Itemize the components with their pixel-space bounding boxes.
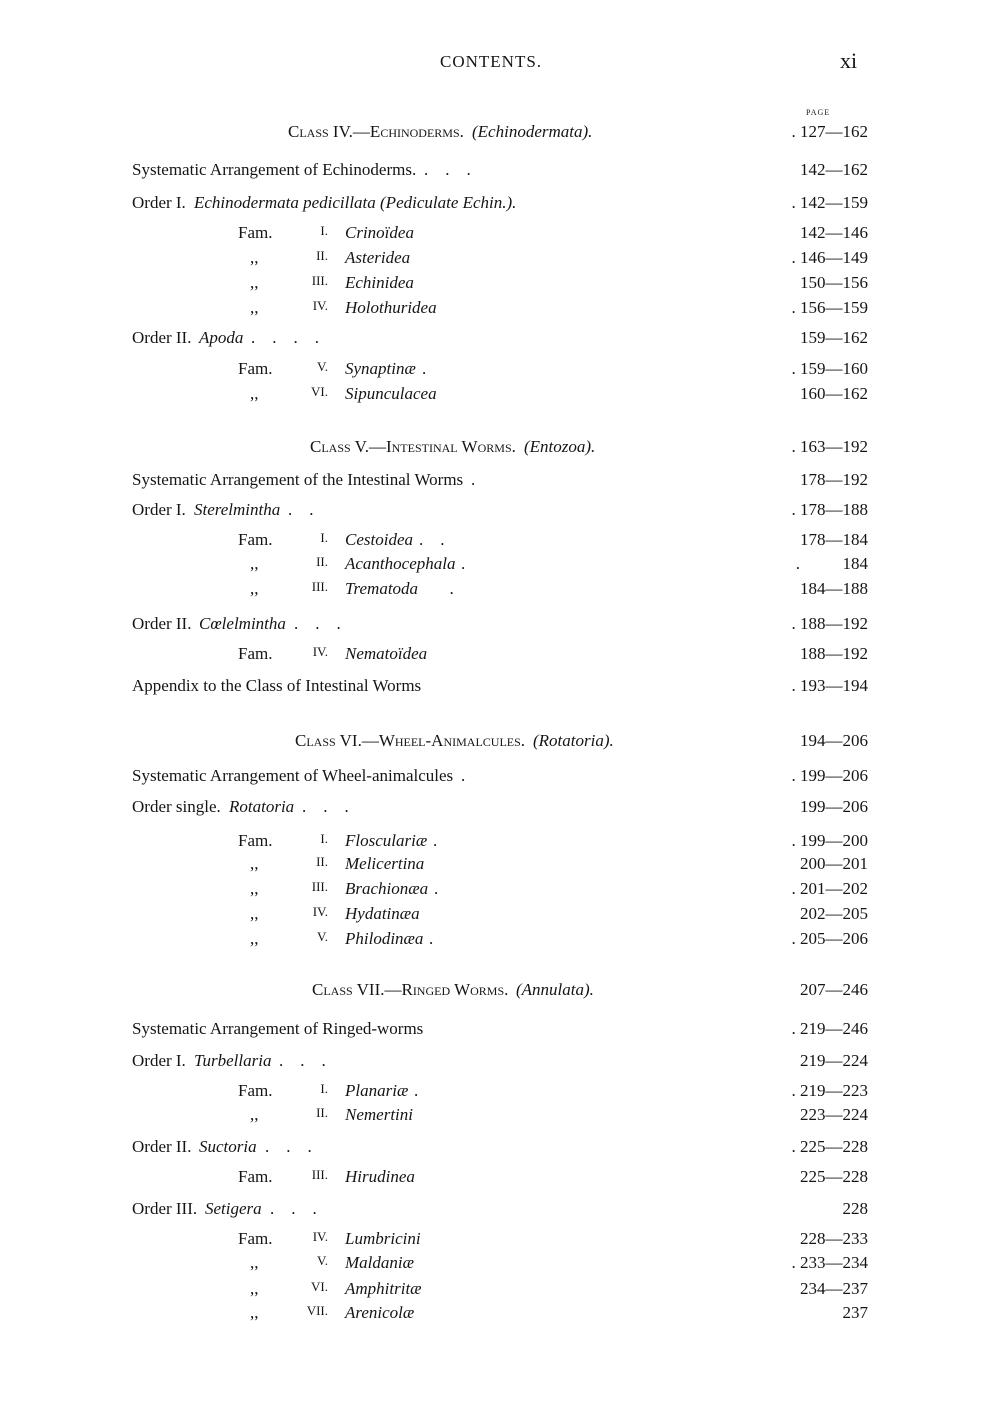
family-label: Fam. bbox=[238, 1229, 273, 1248]
class-heading: Class V.—Intestinal Worms. bbox=[310, 437, 516, 456]
ditto-mark: ,, bbox=[250, 1303, 259, 1322]
leader-dots: . . . bbox=[265, 1137, 312, 1156]
family-numeral: IV. bbox=[312, 1229, 328, 1244]
order-name: Setigera bbox=[205, 1199, 262, 1218]
leader-dots: . . . . bbox=[251, 328, 319, 347]
toc-entry bbox=[0, 904, 1000, 926]
leader-dots: . bbox=[414, 1081, 419, 1100]
family-label: Fam. bbox=[238, 359, 273, 378]
ditto-mark: ,, bbox=[250, 384, 259, 403]
leader-dots: . bbox=[424, 579, 454, 598]
page-range: . 178—188 bbox=[791, 500, 868, 519]
family-name: Arenicolæ bbox=[345, 1303, 415, 1322]
family-numeral: III. bbox=[311, 1167, 328, 1182]
ditto-mark: ,, bbox=[250, 298, 259, 317]
toc-entry bbox=[0, 223, 1000, 245]
family-numeral: IV. bbox=[312, 904, 328, 919]
family-numeral: I. bbox=[320, 530, 328, 545]
page-range: . 205—206 bbox=[791, 929, 868, 948]
leader-dots: . bbox=[422, 359, 427, 378]
page-range: . 163—192 bbox=[791, 437, 868, 456]
toc-entry bbox=[0, 766, 1000, 788]
page-range: 194—206 bbox=[800, 731, 868, 750]
family-numeral: IV. bbox=[312, 644, 328, 659]
running-head: CONTENTS. bbox=[440, 52, 543, 71]
order-label: Order II. bbox=[132, 614, 192, 633]
order-label: Order I. bbox=[132, 1051, 186, 1070]
page-range: 160—162 bbox=[800, 384, 868, 403]
toc-entry bbox=[0, 122, 1000, 144]
toc-entry bbox=[0, 193, 1000, 215]
family-numeral: V. bbox=[317, 1253, 328, 1268]
family-name: Nemertini bbox=[345, 1105, 413, 1124]
toc-entry bbox=[0, 1167, 1000, 1189]
toc-entry bbox=[0, 530, 1000, 552]
family-numeral: II. bbox=[316, 554, 328, 569]
page-range: . 159—160 bbox=[791, 359, 868, 378]
page-range: 237 bbox=[842, 1303, 868, 1322]
ditto-mark: ,, bbox=[250, 1279, 259, 1298]
ditto-mark: ,, bbox=[250, 273, 259, 292]
toc-entry bbox=[0, 1019, 1000, 1041]
order-name: Sterelmintha bbox=[194, 500, 281, 519]
toc-entry bbox=[0, 248, 1000, 270]
toc-entry bbox=[0, 298, 1000, 320]
order-name: Turbellaria bbox=[194, 1051, 272, 1070]
toc-entry bbox=[0, 644, 1000, 666]
family-label: Fam. bbox=[238, 1167, 273, 1186]
class-latin-name: (Entozoa). bbox=[524, 437, 596, 456]
page-range: 207—246 bbox=[800, 980, 868, 999]
family-name: Holothuridea bbox=[345, 298, 437, 317]
family-name: Amphitritæ bbox=[345, 1279, 422, 1298]
family-name: Crinoïdea bbox=[345, 223, 414, 242]
family-label: Fam. bbox=[238, 644, 273, 663]
family-name: Acanthocephala bbox=[345, 554, 456, 573]
ditto-mark: ,, bbox=[250, 879, 259, 898]
page-range: . 219—223 bbox=[791, 1081, 868, 1100]
ditto-mark: ,, bbox=[250, 554, 259, 573]
toc-entry bbox=[0, 273, 1000, 295]
toc-entry bbox=[0, 879, 1000, 901]
ditto-mark: ,, bbox=[250, 929, 259, 948]
page-range: . 156—159 bbox=[791, 298, 868, 317]
section-title: Systematic Arrangement of Ringed-worms bbox=[132, 1019, 424, 1038]
family-name: Melicertina bbox=[345, 854, 425, 873]
page-range: 199—206 bbox=[800, 797, 868, 816]
page-range: . 199—206 bbox=[791, 766, 868, 785]
toc-entry bbox=[0, 1199, 1000, 1221]
page-range: 228 bbox=[842, 1199, 868, 1218]
order-name: Echinodermata pedicillata (Pediculate Echin.). bbox=[194, 193, 517, 212]
section-title: Appendix to the Class of Intestinal Worms bbox=[132, 676, 422, 695]
toc-entry bbox=[0, 731, 1000, 753]
family-numeral: I. bbox=[320, 223, 328, 238]
page-range: . 201—202 bbox=[791, 879, 868, 898]
page-range: . 127—162 bbox=[791, 122, 868, 141]
order-name: Cœlelmintha bbox=[199, 614, 286, 633]
family-name: Trematoda bbox=[345, 579, 419, 598]
family-name: Sipunculacea bbox=[345, 384, 437, 403]
family-numeral: III. bbox=[311, 879, 328, 894]
page-range: 225—228 bbox=[800, 1167, 868, 1186]
page-range: . 193—194 bbox=[791, 676, 868, 695]
toc-entry bbox=[0, 1105, 1000, 1127]
order-label: Order II. bbox=[132, 1137, 192, 1156]
order-label: Order I. bbox=[132, 193, 186, 212]
page-range: 142—146 bbox=[800, 223, 868, 242]
page-range: . 188—192 bbox=[791, 614, 868, 633]
toc-entry bbox=[0, 854, 1000, 876]
page-column-label: PAGE bbox=[806, 108, 831, 117]
family-name: Echinidea bbox=[345, 273, 414, 292]
family-numeral: III. bbox=[311, 579, 328, 594]
family-name: Philodinæa bbox=[345, 929, 424, 948]
leader-dots: . . . bbox=[302, 797, 349, 816]
leader-dots: . bbox=[429, 929, 434, 948]
order-label: Order II. bbox=[132, 328, 192, 347]
page-range: 184—188 bbox=[800, 579, 868, 598]
family-name: Flosculariæ bbox=[345, 831, 428, 850]
leader-dots: . . . bbox=[270, 1199, 317, 1218]
page-range: 228—233 bbox=[800, 1229, 868, 1248]
family-numeral: II. bbox=[316, 1105, 328, 1120]
page-range: 202—205 bbox=[800, 904, 868, 923]
toc-entry bbox=[0, 328, 1000, 350]
family-numeral: II. bbox=[316, 854, 328, 869]
family-label: Fam. bbox=[238, 1081, 273, 1100]
page-range: 234—237 bbox=[800, 1279, 868, 1298]
order-label: Order III. bbox=[132, 1199, 198, 1218]
page-range: 188—192 bbox=[800, 644, 868, 663]
toc-entry bbox=[0, 1081, 1000, 1103]
page-range: 178—184 bbox=[800, 530, 868, 549]
family-name: Hirudinea bbox=[345, 1167, 415, 1186]
order-name: Apoda bbox=[199, 328, 244, 347]
toc-entry bbox=[0, 470, 1000, 492]
toc-entry bbox=[0, 614, 1000, 636]
page-number: xi bbox=[840, 48, 858, 73]
toc-entry bbox=[0, 384, 1000, 406]
family-numeral: VI. bbox=[311, 1279, 328, 1294]
page-range: 200—201 bbox=[800, 854, 868, 873]
page-range: . 225—228 bbox=[791, 1137, 868, 1156]
ditto-mark: ,, bbox=[250, 854, 259, 873]
toc-entry bbox=[0, 1051, 1000, 1073]
family-name: Planariæ bbox=[345, 1081, 409, 1100]
family-numeral: V. bbox=[317, 929, 328, 944]
family-name: Maldaniæ bbox=[345, 1253, 414, 1272]
family-label: Fam. bbox=[238, 831, 273, 850]
class-latin-name: (Echinodermata). bbox=[472, 122, 593, 141]
page-range: 178—192 bbox=[800, 470, 868, 489]
page-range: 219—224 bbox=[800, 1051, 868, 1070]
family-name: Nematoïdea bbox=[345, 644, 428, 663]
section-title: Systematic Arrangement of Wheel-animalcules bbox=[132, 766, 454, 785]
section-title: Systematic Arrangement of Echinoderms. bbox=[132, 160, 417, 179]
ditto-mark: ,, bbox=[250, 248, 259, 267]
ditto-mark: ,, bbox=[250, 1105, 259, 1124]
class-latin-name: (Annulata). bbox=[516, 980, 594, 999]
leader-dots: . bbox=[471, 470, 476, 489]
family-name: Synaptinæ bbox=[345, 359, 416, 378]
toc-entry bbox=[0, 831, 1000, 853]
page-range: . 219—246 bbox=[791, 1019, 868, 1038]
family-numeral: II. bbox=[316, 248, 328, 263]
family-numeral: V. bbox=[317, 359, 328, 374]
section-title: Systematic Arrangement of the Intestinal Worms bbox=[132, 470, 464, 489]
page-range: 159—162 bbox=[800, 328, 868, 347]
page-range: . 142—159 bbox=[791, 193, 868, 212]
family-label: Fam. bbox=[238, 223, 273, 242]
order-name: Suctoria bbox=[199, 1137, 257, 1156]
family-numeral: I. bbox=[320, 831, 328, 846]
leader-dots: . . bbox=[419, 530, 445, 549]
family-name: Brachionæa bbox=[345, 879, 429, 898]
family-numeral: VI. bbox=[311, 384, 328, 399]
family-name: Asteridea bbox=[345, 248, 411, 267]
toc-entry bbox=[0, 554, 1000, 576]
toc-entry bbox=[0, 797, 1000, 819]
class-heading: Class IV.—Echinoderms. bbox=[288, 122, 464, 141]
family-name: Hydatinæa bbox=[345, 904, 420, 923]
toc-entry bbox=[0, 579, 1000, 601]
toc-entry bbox=[0, 929, 1000, 951]
toc-entry bbox=[0, 1279, 1000, 1301]
page-range: . 199—200 bbox=[791, 831, 868, 850]
toc-entry bbox=[0, 359, 1000, 381]
family-name: Lumbricini bbox=[345, 1229, 421, 1248]
family-name: Cestoidea bbox=[345, 530, 413, 549]
page-range: . 184 bbox=[795, 554, 868, 573]
toc-entry bbox=[0, 500, 1000, 522]
page-range: 223—224 bbox=[800, 1105, 868, 1124]
leader-dots: . bbox=[433, 831, 438, 850]
leader-dots: . . bbox=[288, 500, 314, 519]
ditto-mark: ,, bbox=[250, 1253, 259, 1272]
leader-dots: . bbox=[434, 879, 439, 898]
toc-entry bbox=[0, 980, 1000, 1002]
page-range: . 233—234 bbox=[791, 1253, 868, 1272]
class-heading: Class VI.—Wheel-Animalcules. bbox=[295, 731, 526, 750]
order-label: Order I. bbox=[132, 500, 186, 519]
page-range: 150—156 bbox=[800, 273, 868, 292]
toc-entry bbox=[0, 676, 1000, 698]
family-label: Fam. bbox=[238, 530, 273, 549]
ditto-mark: ,, bbox=[250, 579, 259, 598]
family-numeral: III. bbox=[311, 273, 328, 288]
class-latin-name: (Rotatoria). bbox=[533, 731, 614, 750]
toc-entry bbox=[0, 437, 1000, 459]
order-name: Rotatoria bbox=[229, 797, 295, 816]
page-range: 142—162 bbox=[800, 160, 868, 179]
order-label: Order single. bbox=[132, 797, 221, 816]
family-numeral: I. bbox=[320, 1081, 328, 1096]
toc-entry bbox=[0, 1253, 1000, 1275]
toc-entry bbox=[0, 160, 1000, 182]
ditto-mark: ,, bbox=[250, 904, 259, 923]
leader-dots: . . . bbox=[294, 614, 341, 633]
toc-entry bbox=[0, 1229, 1000, 1251]
leader-dots: . . . bbox=[424, 160, 471, 179]
family-numeral: IV. bbox=[312, 298, 328, 313]
leader-dots: . . . bbox=[279, 1051, 326, 1070]
leader-dots: . bbox=[461, 554, 466, 573]
leader-dots: . bbox=[461, 766, 466, 785]
toc-entry bbox=[0, 1137, 1000, 1159]
family-numeral: VII. bbox=[306, 1303, 328, 1318]
toc-entry bbox=[0, 1303, 1000, 1325]
page-range: . 146—149 bbox=[791, 248, 868, 267]
class-heading: Class VII.—Ringed Worms. bbox=[312, 980, 509, 999]
